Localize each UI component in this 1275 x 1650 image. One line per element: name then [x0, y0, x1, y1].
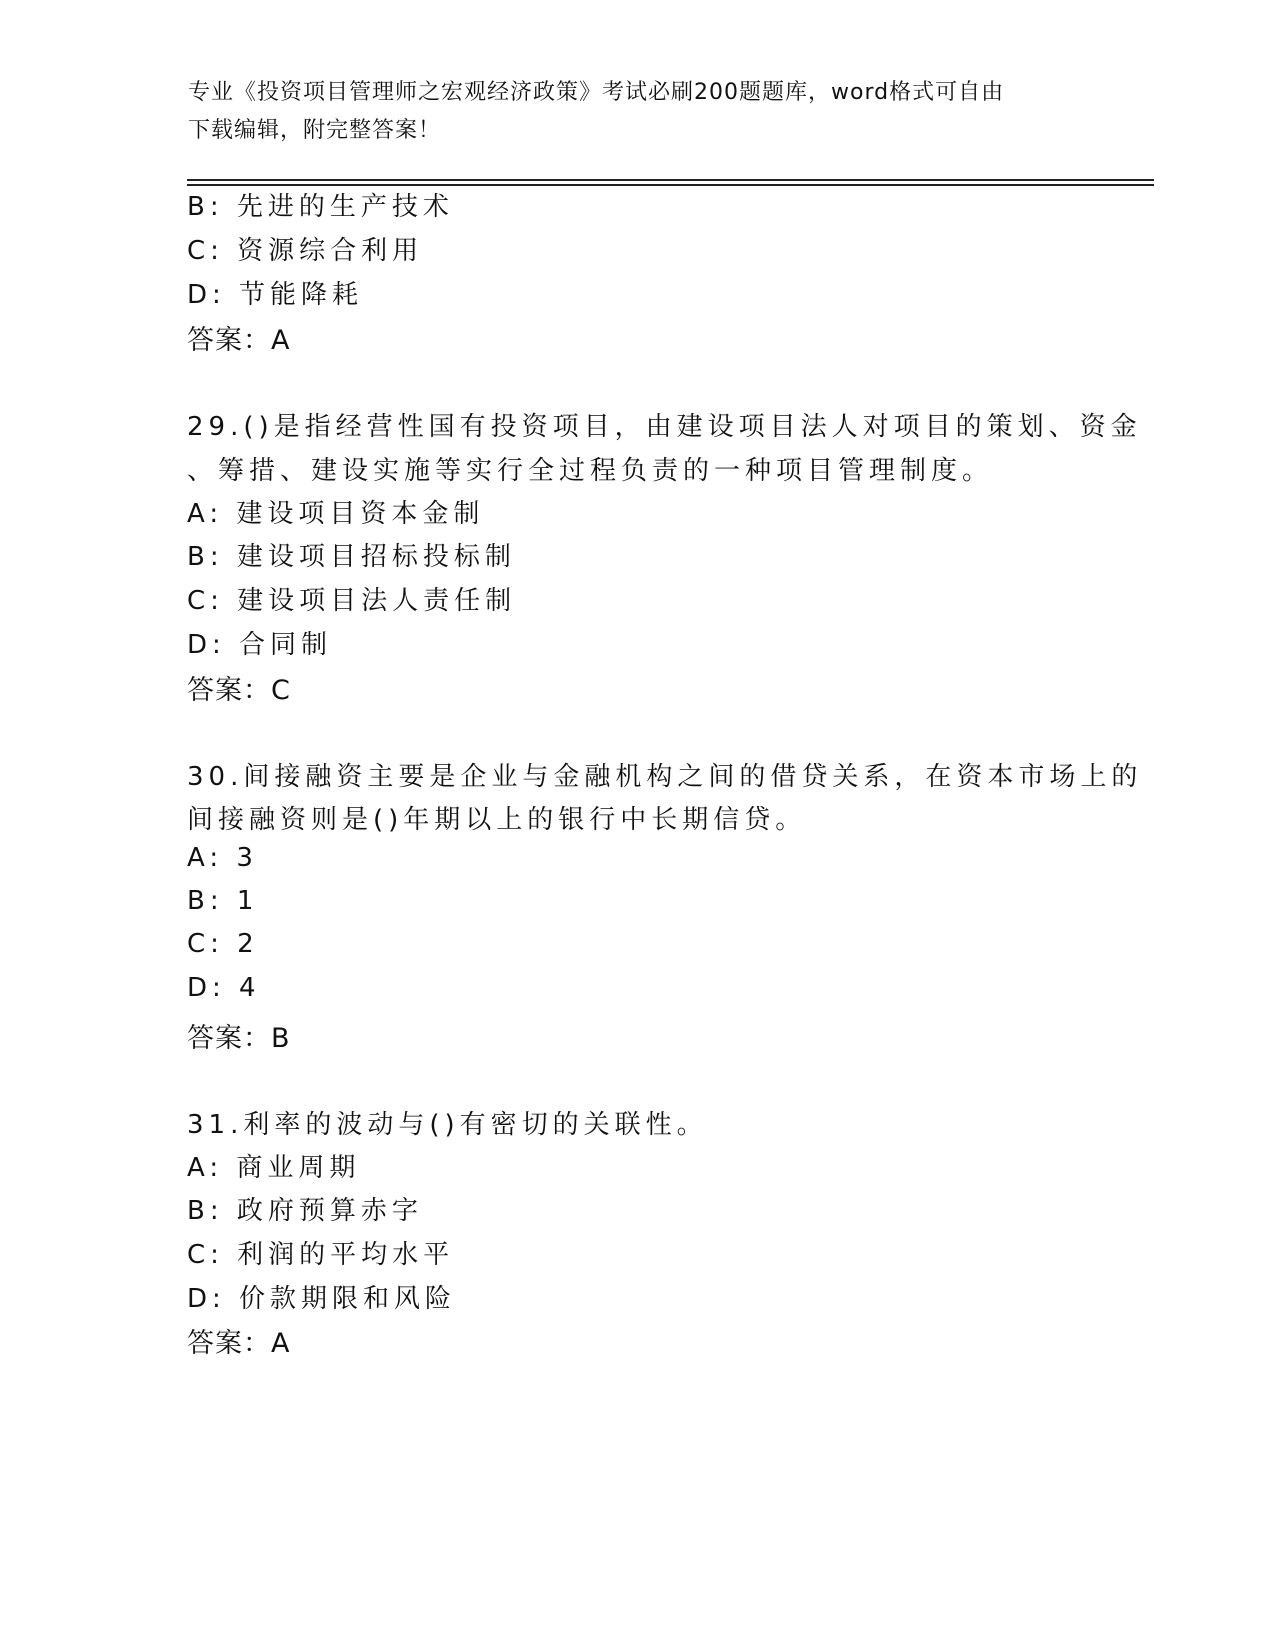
- header-line-1: 专业《投资项目管理师之宏观经济政策》考试必刷200题题库，word格式可自由: [188, 80, 1005, 105]
- option-b: B: 政府预算赤字: [187, 1196, 423, 1226]
- page-header: [188, 74, 1088, 150]
- header-line-2: 下载编辑，附完整答案！: [188, 118, 442, 143]
- question-stem: 30.间接融资主要是企业与金融机构之间的借贷关系，在资本市场上的: [187, 762, 1143, 792]
- option-d: D: 4: [187, 973, 261, 1003]
- option-b: B: 1: [187, 886, 259, 916]
- option-b: B: 建设项目招标投标制: [187, 542, 516, 572]
- option-d: D: 节能降耗: [187, 280, 364, 310]
- option-d: D: 价款期限和风险: [187, 1284, 457, 1314]
- option-c: C: 利润的平均水平: [187, 1240, 455, 1270]
- option-d: D: 合同制: [187, 630, 333, 660]
- answer-label: 答案：A: [187, 325, 291, 356]
- option-a: A: 3: [187, 843, 258, 873]
- question-stem: 31.利率的波动与()有密切的关联性。: [187, 1110, 708, 1140]
- question-stem: 29.()是指经营性国有投资项目，由建设项目法人对项目的策划、资金: [187, 412, 1142, 442]
- option-a: A: 商业周期: [187, 1153, 361, 1183]
- answer-label: 答案：B: [187, 1023, 291, 1054]
- option-c: C: 2: [187, 929, 259, 959]
- header-divider-top: [187, 179, 1154, 181]
- option-b: B: 先进的生产技术: [187, 192, 454, 222]
- option-a: A: 建设项目资本金制: [187, 499, 485, 529]
- option-c: C: 资源综合利用: [187, 236, 424, 266]
- answer-label: 答案：A: [187, 1328, 291, 1359]
- answer-label: 答案：C: [187, 675, 291, 706]
- question-stem: 、筹措、建设实施等实行全过程负责的一种项目管理制度。: [187, 456, 994, 486]
- question-stem: 间接融资则是()年期以上的银行中长期信贷。: [187, 805, 807, 835]
- option-c: C: 建设项目法人责任制: [187, 586, 517, 616]
